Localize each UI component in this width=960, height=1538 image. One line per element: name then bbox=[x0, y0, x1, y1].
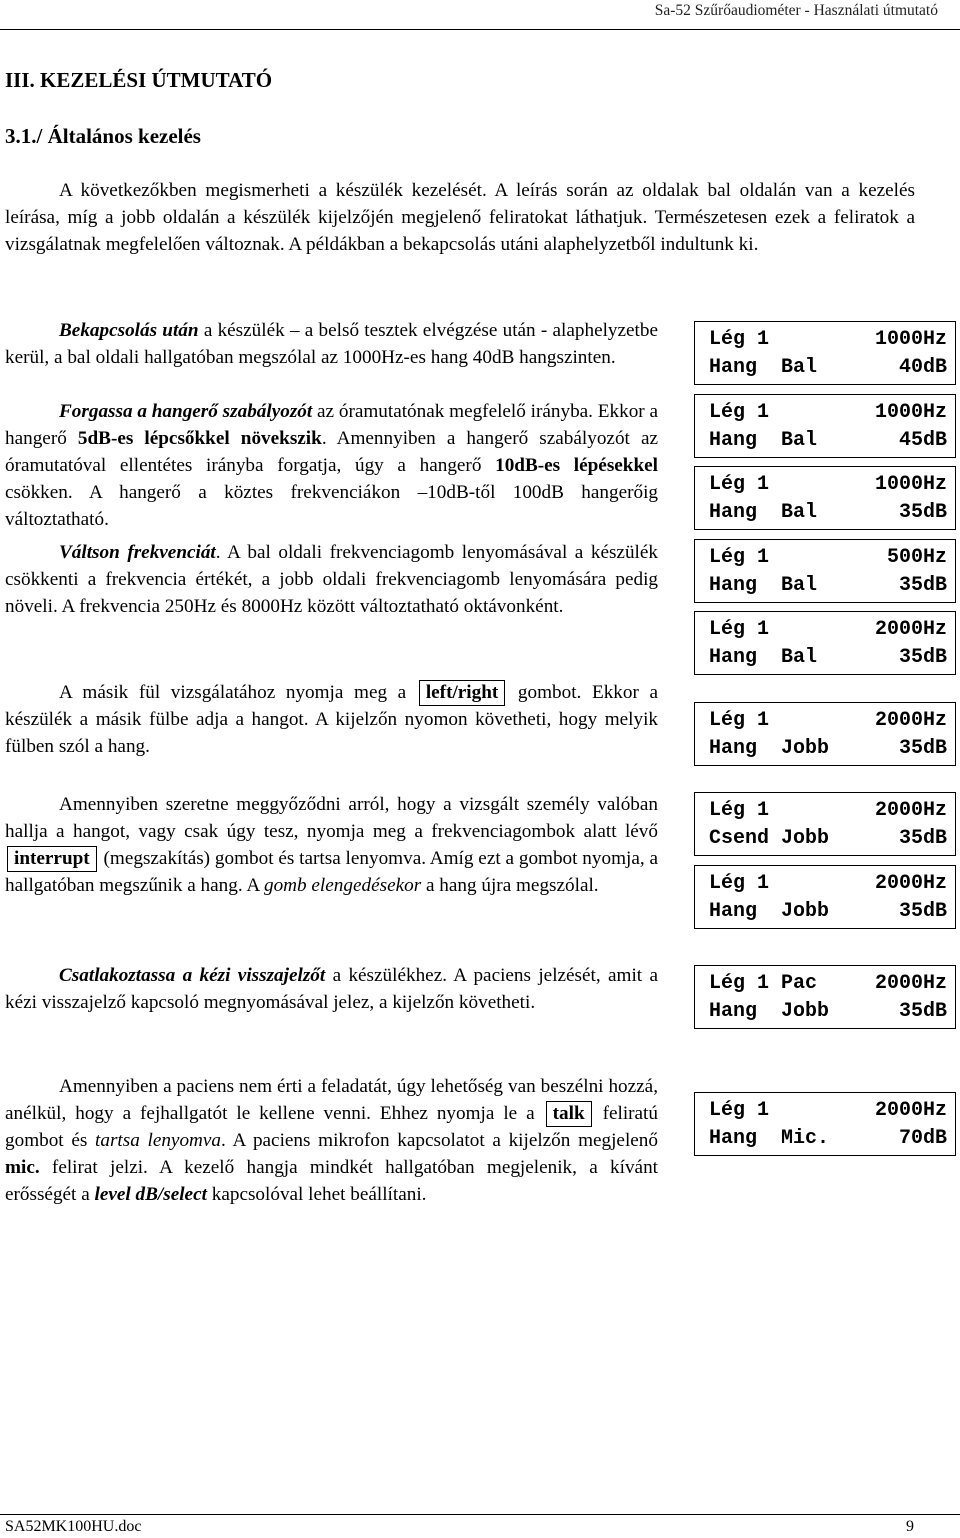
interrupt-button: interrupt bbox=[7, 846, 97, 872]
bold-10db: 10dB-es lépésekkel bbox=[495, 455, 658, 476]
bold-mic: mic. bbox=[5, 1157, 40, 1178]
talk-paragraph: Amennyiben a paciens nem érti a feladatát, úgy lehetőség van beszélni hozzá, anélkül, hogy a fejhallgatót le kellene venni. Ehhez nyomja le a talk feliratú gombot és tartsa lenyomva. A paciens mikrofon kapcsolatot a kijelzőn megjelenő mic. felirat jelzi. A kezelő hangja mindkét hallgatóban megjelenik, a kívánt erősségét a level dB/select kapcsolóval lehet beállítani. bbox=[5, 1076, 658, 1205]
handswitch-paragraph: Csatlakoztassa a kézi visszajelzőt a készülékhez. A paciens jelzését, amit a kézi visszajelző kapcsoló megnyomásával jelez, a kijelzőn követheti. bbox=[5, 965, 659, 1013]
footer-rule bbox=[0, 1514, 960, 1515]
startup-paragraph: Bekapcsolás után a készülék – a belső tesztek elvégzése után - alaphelyzetbe kerül, a bal oldali hallgatóban megszólal az 1000Hz-es hang 40dB hangszinten. bbox=[5, 320, 658, 368]
lcd-display: Lég 1 Pac 2000Hz Hang Jobb 35dB bbox=[694, 965, 956, 1029]
section-title: III. KEZELÉSI ÚTMUTATÓ bbox=[5, 68, 273, 92]
lcd-display: Lég 1 500Hz Hang Bal 35dB bbox=[694, 539, 956, 603]
bold-5db: 5dB-es lépcsőkkel növekszik bbox=[77, 428, 322, 449]
emphasis-handswitch: Csatlakoztassa a kézi visszajelzőt bbox=[59, 965, 326, 986]
intro-paragraph: A következőkben megismerheti a készülék kezelését. A leírás során az oldalak bal oldalán van a kezelés leírása, míg a jobb oldalán a készülék kijelzőjén megjelenő feliratokat láthatjuk. Természetesen ezek a feliratok a vizsgálatnak megfelelően változnak. A példákban a bekapcsolás utáni alaphelyzetből indultunk ki. bbox=[5, 180, 915, 255]
italic-release: gomb elengedésekor bbox=[263, 875, 422, 896]
talk-button: talk bbox=[546, 1101, 592, 1127]
running-header: Sa-52 Szűrőaudiométer - Használati útmutató bbox=[654, 2, 938, 19]
italic-hold: tartsa lenyomva bbox=[95, 1130, 222, 1151]
emphasis-frequency: Váltson frekvenciát bbox=[59, 542, 216, 563]
left-right-button: left/right bbox=[419, 680, 505, 706]
interrupt-paragraph: Amennyiben szeretne meggyőződni arról, hogy a vizsgált személy valóban hallja a hangot, vagy csak úgy tesz, nyomja meg a frekvenciagombok alatt lévő interrupt (megszakítás) gombot és tartsa lenyomva. Amíg ezt a gombot nyomja, a hallgatóban megszűnik a hang. A gomb elengedésekor a hang újra megszólal. bbox=[5, 794, 658, 896]
lcd-display: Lég 1 2000Hz Hang Mic. 70dB bbox=[694, 1092, 956, 1156]
lcd-display: Lég 1 2000Hz Hang Bal 35dB bbox=[694, 611, 956, 675]
lcd-display: Lég 1 1000Hz Hang Bal 45dB bbox=[694, 394, 956, 458]
lcd-display: Lég 1 1000Hz Hang Bal 40dB bbox=[694, 321, 956, 385]
header-rule bbox=[0, 29, 960, 30]
emphasis-volume: Forgassa a hangerő szabályozót bbox=[59, 401, 313, 422]
footer-filename: SA52MK100HU.doc bbox=[5, 1518, 142, 1535]
lcd-display: Lég 1 2000Hz Hang Jobb 35dB bbox=[694, 702, 956, 766]
frequency-paragraph: Váltson frekvenciát. A bal oldali frekvenciagomb lenyomásával a készülék csökkenti a frekvencia értékét, a jobb oldali frekvenciagomb lenyomására pedig növeli. A frekvencia 250Hz és 8000Hz között változtatható oktávonként. bbox=[5, 542, 658, 617]
left-right-paragraph: A másik fül vizsgálatához nyomja meg a left/right gombot. Ekkor a készülék a másik fülbe adja a hangot. A kijelzőn nyomon követheti, hogy melyik fülben szól a hang. bbox=[5, 682, 658, 757]
subsection-title: 3.1./ Általános kezelés bbox=[5, 124, 201, 148]
lcd-display: Lég 1 2000Hz Csend Jobb 35dB bbox=[694, 792, 956, 856]
page-number: 9 bbox=[906, 1518, 914, 1535]
emphasis-level-select: level dB/select bbox=[94, 1184, 207, 1205]
lcd-display: Lég 1 2000Hz Hang Jobb 35dB bbox=[694, 865, 956, 929]
volume-paragraph: Forgassa a hangerő szabályozót az óramutatónak megfelelő irányba. Ekkor a hangerő 5dB-es lépcsőkkel növekszik. Amennyiben a hangerő szabályozót az óramutatóval ellentétes irányba forgatja, úgy a hangerő 10dB-es lépésekkel csökken. A hangerő a köztes frekvenciákon –10dB-től 100dB hangerőig változtatható. bbox=[5, 401, 658, 530]
emphasis-startup: Bekapcsolás után bbox=[59, 320, 199, 341]
lcd-display: Lég 1 1000Hz Hang Bal 35dB bbox=[694, 466, 956, 530]
